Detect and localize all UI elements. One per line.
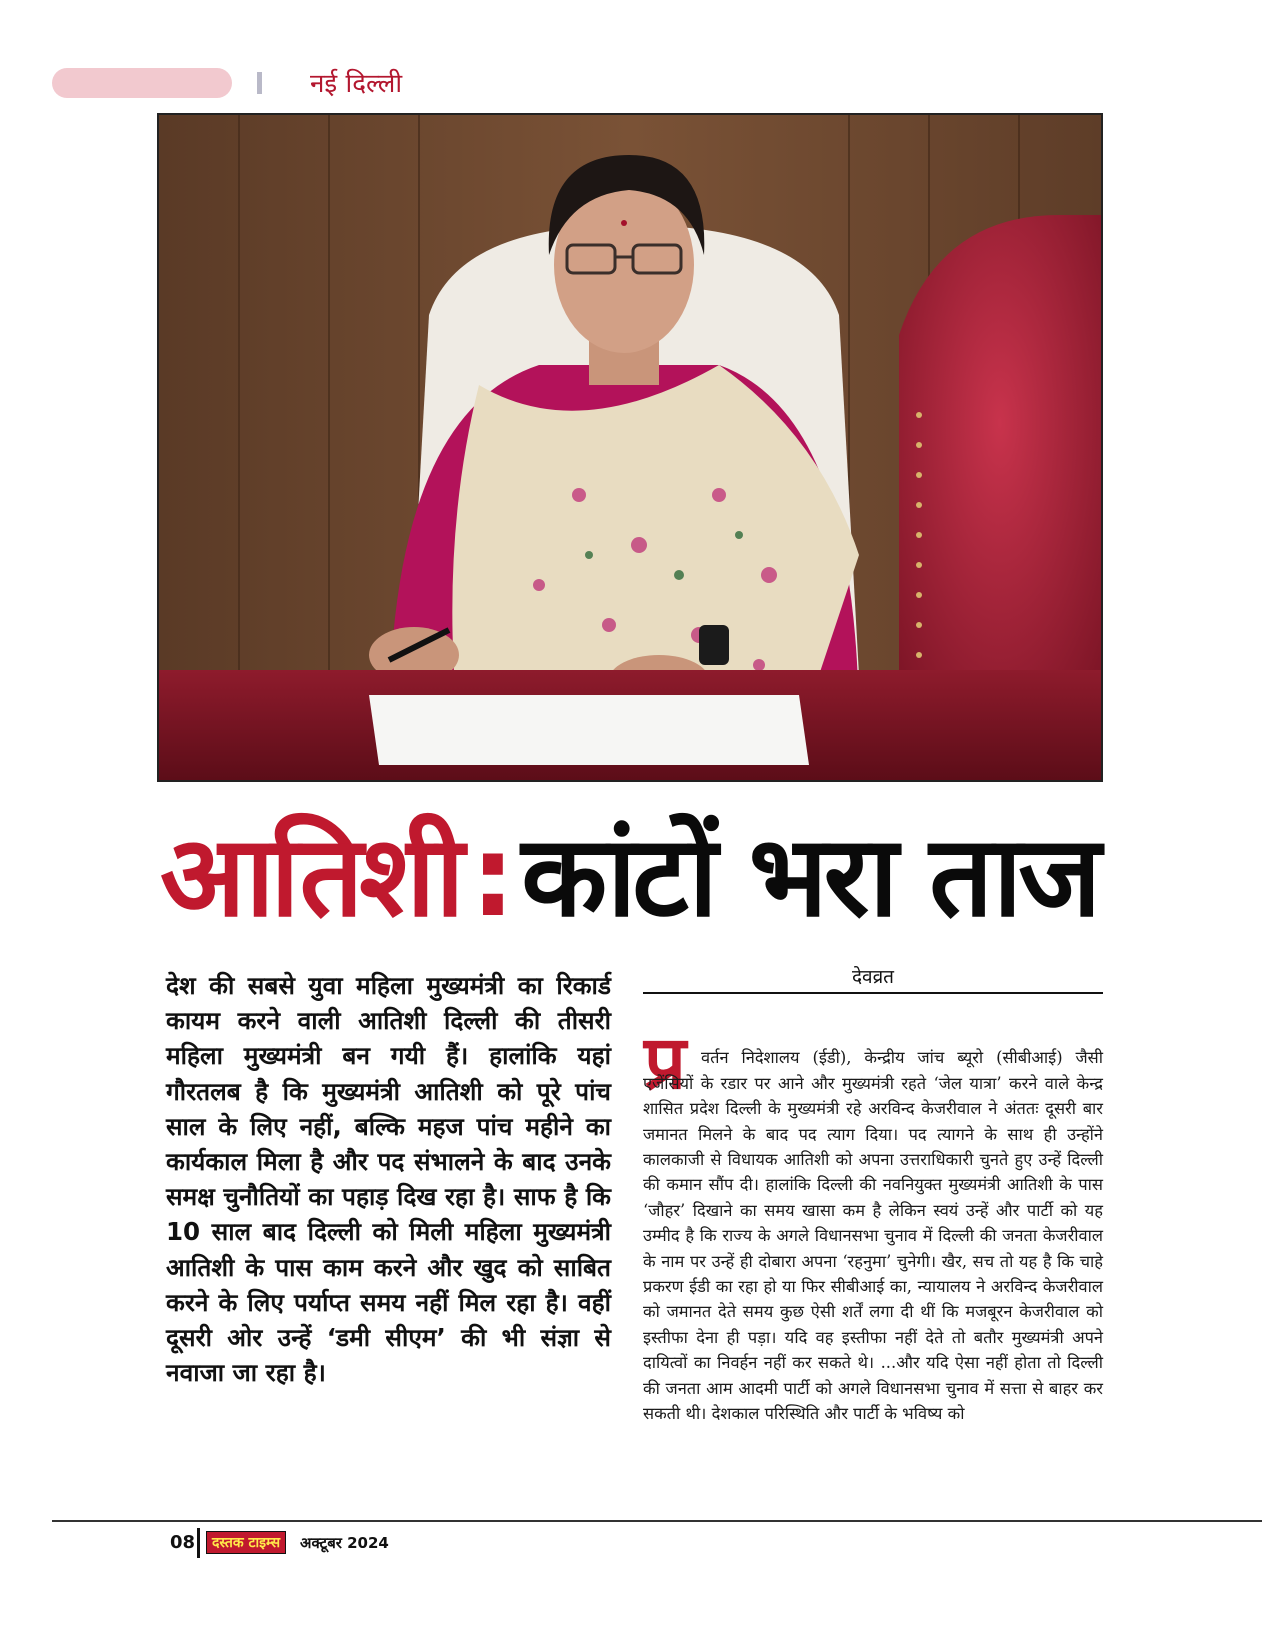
deck-summary: देश की सबसे युवा महिला मुख्यमंत्री का रिकार्ड कायम करने वाली आतिशी दिल्ली की तीसरी महिला मुख्यमंत्री बन गयी हैं। हालांकि यहां गौरतलब है कि मुख्यमंत्री आतिशी को पूरे पांच साल के लिए नहीं, बल्कि महज पांच महीने का कार्यकाल मिला है और पद संभालने के बाद उनके समक्ष चुनौतियों का पहाड़ दिख रहा है। साफ है कि 10 साल बाद दिल्ली को मिली महिला मुख्यमंत्री आतिशी के पास काम करने और खुद को साबित करने के लिए पर्याप्त समय नहीं मिल रहा है। वहीं दूसरी ओर उन्हें ‘डमी सीएम’ की भी संज्ञा से नवाजा जा रहा है। [166,971,611,1388]
footer-rule [52,1520,1262,1522]
headline-name: आतिशी [160,812,461,942]
headline-rest: कांटों भरा ताज [521,812,1098,942]
article-body-text: वर्तन निदेशालय (ईडी), केन्द्रीय जांच ब्यूरो (सीबीआई) जैसी एजेंसियों के रडार पर आने और मुख्यमंत्री रहते ‘जेल यात्रा’ करने वाले केन्द्र शासित प्रदेश दिल्ली के मुख्यमंत्री रहे अरविन्द केजरीवाल ने अंततः दूसरी बार जमानत मिलने के बाद पद त्याग दिया। पद त्यागने के साथ ही उन्होंने कालकाजी से विधायक आतिशी को अपना उत्तराधिकारी चुनते हुए उन्हें दिल्ली की कमान सौंप दी। हालांकि दिल्ली की नवनियुक्त मुख्यमंत्री आतिशी के पास ‘जौहर’ दिखाने का समय खासा कम है लेकिन स्वयं उन्हें और पार्टी को यह उम्मीद है कि राज्य के अगले विधानसभा चुनाव में दिल्ली की जनता केजरीवाल के नाम पर उन्हें ही दोबारा अपना ‘रहनुमा’ चुनेगी। खैर, सच तो यह है कि चाहे प्रकरण ईडी का रहा हो या फिर सीबीआई का, न्यायालय ने अरविन्द केजरीवाल को जमानत देते समय कुछ ऐसी शर्तें लगा दी थीं कि मजबूरन केजरीवाल को इस्तीफा देना ही पड़ा। यदि वह इस्तीफा नहीं देते तो बतौर मुख्यमंत्री अपने दायित्वों का निवर्हन नहीं कर सकते थे। ...और यदि ऐसा नहीं होता तो दिल्ली की जनता आम आदमी पार्टी को अगले विधानसभा चुनाव में सत्ता से बाहर कर सकती थी। देशकाल परिस्थिति और पार्टी के भविष्य को [643,1048,1103,1424]
lead-photo [157,113,1103,782]
section-label: नई दिल्ली [310,69,403,99]
page-separator [197,1528,200,1558]
brand-logo: दस्तक टाइम्स [206,1531,286,1554]
headline [160,812,1120,942]
drop-cap: प्र [644,1020,687,1106]
dropcap-spacer [643,1062,701,1063]
section-pill [52,68,232,98]
article-body [643,1020,1103,1427]
byline: देवव्रत [851,966,895,988]
issue-date: अक्टूबर 2024 [300,1534,389,1552]
section-divider [257,72,262,94]
page-number: 08 [170,1532,196,1553]
lead-photo-illustration [159,115,1101,780]
byline-rule [643,992,1103,994]
headline-colon: : [470,812,512,942]
